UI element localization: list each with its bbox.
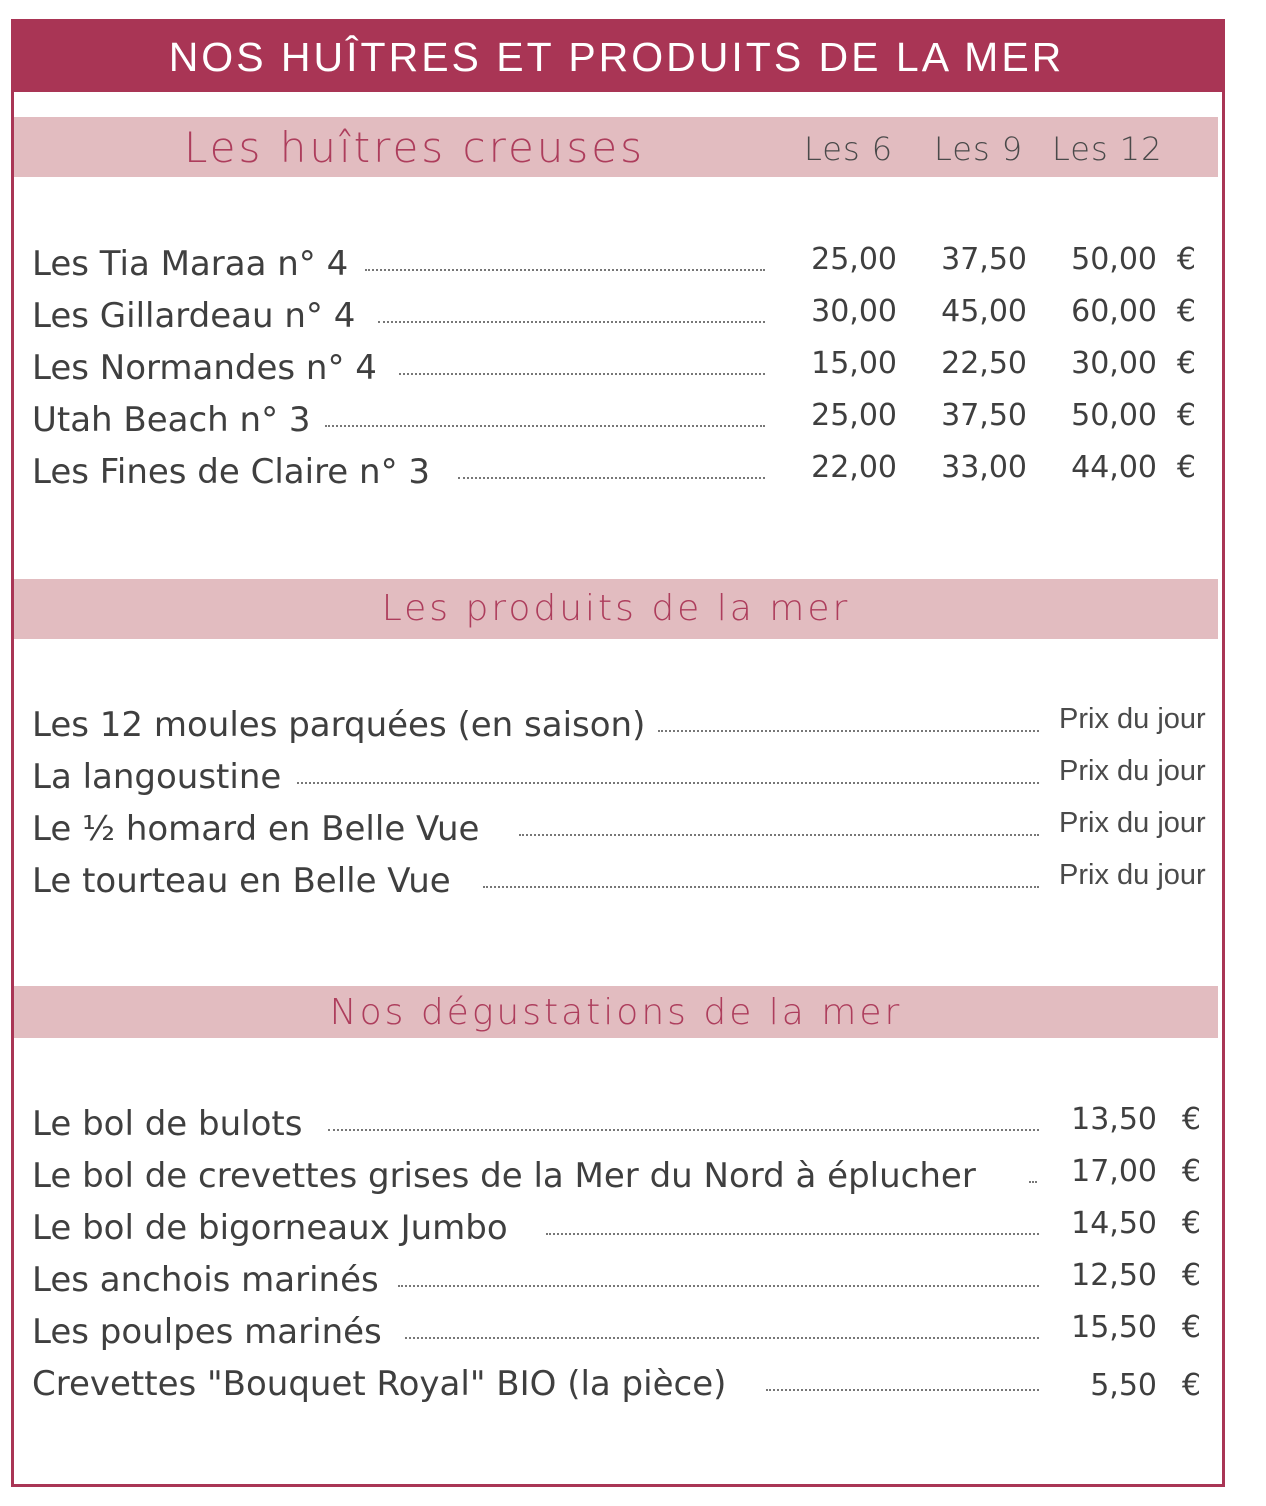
tasting-name: Le bol de crevettes grises de la Mer du Nord à éplucher [32,1156,976,1196]
dot-leader [658,730,1039,732]
seafood-row [32,801,1207,849]
section-header-seafood [14,579,1218,639]
price-of-the-day: Prix du jour [1059,703,1206,735]
oyster-name: Utah Beach n° 3 [32,400,311,440]
euro-sign: € [1181,1310,1201,1345]
tasting-name: Le bol de bulots [32,1104,303,1144]
dot-leader [405,1337,1039,1339]
euro-sign: € [1181,1258,1201,1293]
price-6: 30,00 [811,294,897,329]
tasting-price: 13,50 [1071,1102,1157,1137]
dot-leader [325,425,765,427]
section-title-tastings: Nos dégustations de la mer [329,992,903,1033]
price-9: 33,00 [941,450,1027,485]
seafood-row [32,697,1207,745]
oyster-name: Les Normandes n° 4 [32,348,377,388]
tasting-price: 5,50 [1090,1368,1157,1403]
dot-leader [546,1233,1039,1235]
oyster-row [32,392,1202,440]
price-12: 30,00 [1071,346,1157,381]
tasting-row [32,1200,1207,1248]
euro-sign: € [1176,346,1196,381]
price-9: 22,50 [941,346,1027,381]
seafood-name: Le ½ homard en Belle Vue [32,809,480,849]
price-12: 44,00 [1071,450,1157,485]
oyster-name: Les Fines de Claire n° 3 [32,452,431,492]
tasting-price: 17,00 [1071,1154,1157,1189]
price-6: 25,00 [811,398,897,433]
tasting-row [32,1096,1207,1144]
tasting-row [32,1252,1207,1300]
tasting-row [32,1304,1207,1352]
oyster-row [32,340,1202,388]
tasting-row [32,1356,1207,1404]
euro-sign: € [1176,450,1196,485]
euro-sign: € [1181,1154,1201,1189]
euro-sign: € [1181,1102,1201,1137]
dot-leader [766,1389,1039,1391]
dot-leader [483,886,1039,888]
oyster-row [32,288,1202,336]
price-of-the-day: Prix du jour [1059,807,1206,839]
price-6: 22,00 [811,450,897,485]
seafood-name: La langoustine [32,757,282,797]
tasting-price: 12,50 [1071,1258,1157,1293]
section-title-oysters: Les huîtres creuses [184,123,646,172]
tasting-name: Crevettes "Bouquet Royal" BIO (la pièce) [32,1364,727,1404]
dot-leader [1029,1181,1037,1183]
seafood-row [32,749,1207,797]
menu-banner: NOS HUÎTRES ET PRODUITS DE LA MER [11,19,1222,92]
oyster-row [32,444,1202,492]
price-12: 60,00 [1071,294,1157,329]
price-12: 50,00 [1071,242,1157,277]
dot-leader [398,1285,1039,1287]
col-header-12: Les 12 [1052,130,1163,168]
price-9: 37,50 [941,242,1027,277]
price-6: 15,00 [811,346,897,381]
dot-leader [399,373,765,375]
col-header-6: Les 6 [804,130,894,168]
section-header-oysters [14,117,1218,177]
euro-sign: € [1181,1368,1201,1403]
price-of-the-day: Prix du jour [1059,859,1206,891]
dot-leader [328,1129,1039,1131]
tasting-name: Les poulpes marinés [32,1312,382,1352]
price-9: 45,00 [941,294,1027,329]
tasting-price: 15,50 [1071,1310,1157,1345]
price-6: 25,00 [811,242,897,277]
tasting-name: Les anchois marinés [32,1260,379,1300]
euro-sign: € [1176,398,1196,433]
seafood-row [32,853,1207,901]
euro-sign: € [1176,294,1196,329]
seafood-name: Les 12 moules parquées (en saison) [32,705,646,745]
price-12: 50,00 [1071,398,1157,433]
price-9: 37,50 [941,398,1027,433]
dot-leader [378,321,765,323]
oyster-name: Les Gillardeau n° 4 [32,296,356,336]
oyster-name: Les Tia Maraa n° 4 [32,244,349,284]
euro-sign: € [1181,1206,1201,1241]
price-of-the-day: Prix du jour [1059,755,1206,787]
dot-leader [458,477,765,479]
tasting-price: 14,50 [1071,1206,1157,1241]
oyster-row [32,236,1202,284]
dot-leader [297,782,1039,784]
section-title-seafood: Les produits de la mer [381,588,851,629]
col-header-9: Les 9 [934,130,1024,168]
tasting-name: Le bol de bigorneaux Jumbo [32,1208,508,1248]
dot-leader [365,269,765,271]
section-header-tastings [14,986,1218,1038]
dot-leader [519,834,1039,836]
tasting-row [32,1148,1207,1196]
seafood-name: Le tourteau en Belle Vue [32,861,451,901]
euro-sign: € [1176,242,1196,277]
